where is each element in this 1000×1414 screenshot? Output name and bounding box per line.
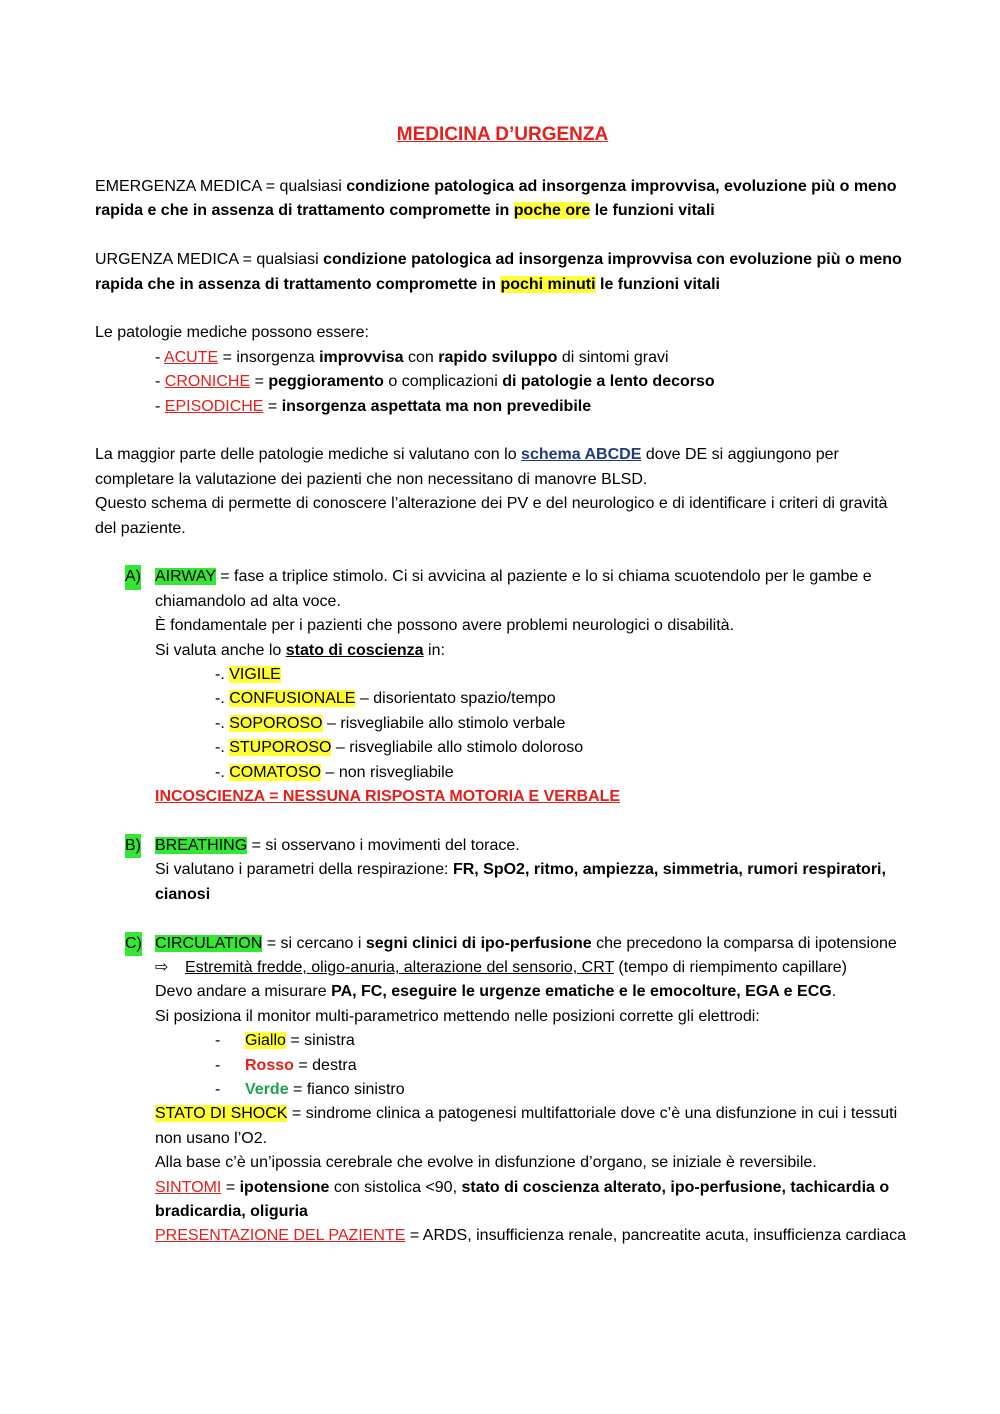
- bold-text: di patologie a lento decorso: [502, 373, 715, 391]
- state-item: [155, 761, 910, 785]
- breathing-label: BREATHING: [155, 836, 248, 854]
- patologie-item-episodiche: [95, 395, 910, 419]
- sintomi-paragraph: [155, 1176, 910, 1225]
- text: Si valuta anche lo: [155, 641, 286, 659]
- list-dash: -.: [215, 666, 230, 684]
- text: dove DE si aggiungono per completare la valutazione dei pazienti che non necessitano di manovre BLSD.: [95, 446, 839, 488]
- text: Si valutano i parametri della respirazione:: [155, 861, 453, 879]
- state-item: [155, 712, 910, 736]
- electrode-desc: = fianco sinistro: [288, 1080, 405, 1098]
- text: =: [263, 397, 282, 415]
- list-dash: -.: [215, 763, 230, 781]
- text: = si cercano i: [262, 934, 366, 952]
- text: con sistolica <90,: [329, 1178, 462, 1196]
- bold-text: peggioramento: [268, 373, 384, 391]
- electrode-item: [155, 1029, 910, 1053]
- list-dash: -: [155, 373, 165, 391]
- document-content: [95, 121, 910, 1249]
- bold-text: FR, SpO2, ritmo, ampiezza, simmetria, rumori respiratori, cianosi: [155, 861, 886, 903]
- patologie-intro: Le patologie mediche possono essere:: [95, 324, 369, 342]
- text: = insorgenza: [218, 348, 320, 366]
- bold-text: insorgenza aspettata ma non prevedibile: [281, 397, 592, 415]
- state-desc: – risvegliabile allo stimolo doloroso: [331, 739, 584, 757]
- breathing-paragraph-2: [155, 858, 910, 907]
- text: = fase a triplice stimolo. Ci si avvicina al paziente e lo si chiama scuotendolo per le gambe e chiamandolo ad alta voce.: [155, 568, 872, 610]
- list-dash: -.: [215, 714, 230, 732]
- airway-paragraph-2: È fondamentale per i pazienti che possono avere problemi neurologici o disabilità.: [155, 617, 735, 635]
- text: =: [221, 1178, 240, 1196]
- urgenza-highlight: pochi minuti: [500, 275, 596, 293]
- state-label: COMATOSO: [229, 763, 322, 781]
- presentazione-label: PRESENTAZIONE DEL PAZIENTE: [155, 1227, 406, 1245]
- text: in:: [423, 641, 445, 659]
- circulation-paragraph-4: Si posiziona il monitor multi-parametrico mettendo nelle posizioni corrette gli elettrodi:: [155, 1007, 760, 1025]
- list-dash: -.: [215, 690, 230, 708]
- state-label: STUPOROSO: [229, 739, 332, 757]
- electrode-label: Verde: [245, 1080, 289, 1098]
- presentazione-paragraph: [155, 1224, 910, 1248]
- electrode-item: [155, 1078, 910, 1102]
- section-letter: A): [125, 565, 141, 589]
- urgenza-definition-end: le funzioni vitali: [595, 275, 720, 293]
- text: .: [831, 983, 837, 1001]
- state-item: [155, 687, 910, 711]
- text: che precedono la comparsa di ipotensione: [591, 934, 897, 952]
- breathing-paragraph: [155, 834, 910, 858]
- state-desc: – non risvegliabile: [321, 763, 454, 781]
- state-item: [155, 663, 910, 687]
- urgenza-definition: condizione patologica ad insorgenza improvvisa con evoluzione più o meno rapida che in assenza di trattamento compromette in: [95, 251, 902, 293]
- shock-paragraph-2: Alla base c’è un’ipossia cerebrale che evolve in disfunzione d’organo, se iniziale è reversibile.: [155, 1154, 817, 1172]
- stato-coscienza-label: stato di coscienza: [285, 641, 424, 659]
- list-dash: -: [215, 1080, 221, 1098]
- emergenza-definition: condizione patologica ad insorgenza improvvisa, evoluzione più o meno rapida e che in assenza di trattamento compromette in: [95, 178, 897, 220]
- arrow-right-icon: ⇨: [155, 958, 169, 976]
- sintomi-label: SINTOMI: [155, 1178, 222, 1196]
- urgenza-term: URGENZA MEDICA = qualsiasi: [95, 251, 324, 269]
- state-desc: – disorientato spazio/tempo: [355, 690, 556, 708]
- text: con: [403, 348, 439, 366]
- incoscienza-note: INCOSCIENZA = NESSUNA RISPOSTA MOTORIA E VERBALE: [155, 788, 621, 806]
- emergenza-highlight: poche ore: [513, 202, 591, 220]
- schema-abcde-link[interactable]: schema ABCDE: [521, 446, 642, 464]
- bold-text: PA, FC, eseguire le urgenze ematiche e le emocolture, EGA e ECG: [331, 983, 832, 1001]
- arrow-item: [155, 956, 910, 980]
- list-dash: -: [155, 397, 165, 415]
- text: o complicazioni: [383, 373, 503, 391]
- urgenza-paragraph: [95, 248, 910, 297]
- episodiche-label: EPISODICHE: [164, 397, 264, 415]
- text: =: [250, 373, 269, 391]
- bold-text: rapido sviluppo: [438, 348, 558, 366]
- list-dash: -: [155, 348, 164, 366]
- state-label: SOPOROSO: [229, 714, 323, 732]
- text: = ARDS, insufficienza renale, pancreatite acuta, insufficienza cardiaca: [405, 1227, 907, 1245]
- shock-paragraph: [155, 1102, 910, 1151]
- state-desc: – risvegliabile allo stimolo verbale: [322, 714, 566, 732]
- circulation-label: CIRCULATION: [155, 934, 263, 952]
- bold-text: segni clinici di ipo-perfusione: [365, 934, 592, 952]
- electrode-label: Rosso: [245, 1056, 294, 1074]
- abcde-paragraph-2: Questo schema di permette di conoscere l’alterazione dei PV e del neurologico e di identificare i criteri di gravità del paziente.: [95, 495, 888, 537]
- text: di sintomi gravi: [557, 348, 669, 366]
- section-breathing: [95, 834, 910, 907]
- electrode-item: [155, 1054, 910, 1078]
- patologie-item-croniche: [95, 370, 910, 394]
- bold-text: stato di coscienza alterato, ipo-perfusione, tachicardia o bradicardia, oliguria: [155, 1178, 890, 1220]
- shock-label: STATO DI SHOCK: [155, 1105, 288, 1123]
- emergenza-definition-end: le funzioni vitali: [590, 202, 715, 220]
- state-label: CONFUSIONALE: [229, 690, 356, 708]
- text: Devo andare a misurare: [155, 983, 332, 1001]
- section-circulation: [95, 932, 910, 1249]
- state-item: [155, 736, 910, 760]
- circulation-paragraph-3: [155, 980, 910, 1004]
- patologie-item-acute: [95, 346, 910, 370]
- text: La maggior parte delle patologie mediche si valutano con lo: [95, 446, 522, 464]
- electrode-desc: = destra: [293, 1056, 357, 1074]
- list-dash: -.: [215, 739, 230, 757]
- bold-text: ipotensione: [239, 1178, 330, 1196]
- electrode-desc: = sinistra: [285, 1032, 355, 1050]
- bold-text: improvvisa: [319, 348, 404, 366]
- circulation-paragraph: [155, 932, 910, 956]
- section-airway: [95, 565, 910, 809]
- text: = si osservano i movimenti del torace.: [247, 836, 520, 854]
- state-label: VIGILE: [229, 666, 281, 684]
- airway-label: AIRWAY: [155, 568, 216, 586]
- section-letter: C): [125, 932, 142, 956]
- croniche-label: CRONICHE: [164, 373, 251, 391]
- text: = sindrome clinica a patogenesi multifattoriale dove c’è una disfunzione in cui i tessuti non usano l’O2.: [155, 1105, 898, 1147]
- emergenza-term: EMERGENZA MEDICA = qualsiasi: [95, 178, 347, 195]
- abcde-paragraph: [95, 443, 910, 492]
- airway-paragraph: [155, 565, 910, 614]
- emergenza-paragraph: [95, 175, 910, 224]
- page-title: MEDICINA D’URGENZA: [396, 124, 609, 145]
- electrode-label: Giallo: [245, 1032, 286, 1050]
- underlined-text: Estremità fredde, oligo-anuria, alterazione del sensorio, CRT: [185, 958, 614, 976]
- acute-label: ACUTE: [163, 348, 219, 366]
- list-dash: -: [215, 1032, 221, 1050]
- list-dash: -: [215, 1056, 221, 1074]
- text: (tempo di riempimento capillare): [613, 958, 847, 976]
- airway-paragraph-3: [155, 639, 910, 663]
- section-letter: B): [125, 834, 141, 858]
